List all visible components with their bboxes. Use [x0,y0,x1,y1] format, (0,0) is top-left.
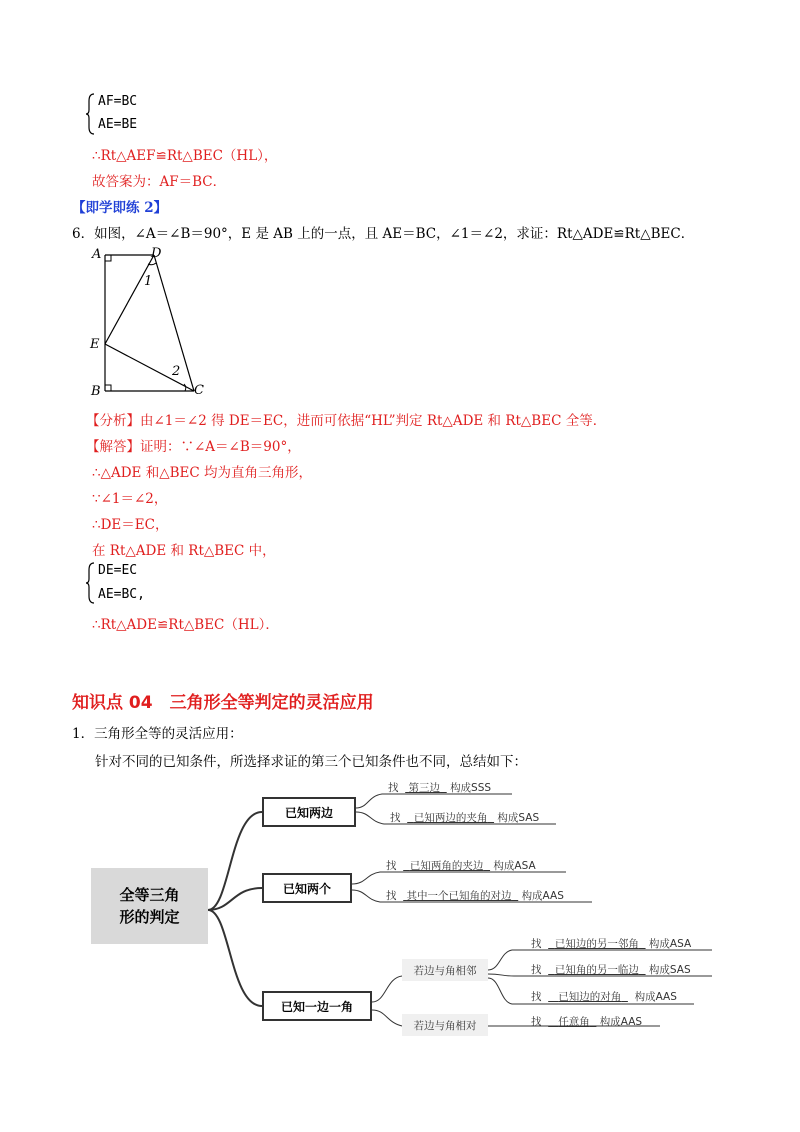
label-2: 2 [172,364,181,379]
mindmap-sub-adjacent: 若边与角相邻 [402,959,488,981]
angle2-arc-icon [184,384,186,391]
right-angle-b-icon [105,385,111,391]
prev-brace-line1: AF=BC [98,94,138,109]
mindmap-branch-two-sides: 已知两边 [262,797,356,827]
label-b: B [91,384,101,399]
mindmap-branch-two-angles: 已知两个 [262,873,352,903]
mindmap-root-line2: 形的判定 [119,908,180,926]
solution-conclusion: ∴Rt△ADE≌Rt△BEC（HL）． [92,617,279,633]
mindmap-branch-side-angle: 已知一边一角 [262,991,372,1021]
prev-brace-line2: AE=BE [98,117,138,132]
prev-answer: 故答案为：AF＝BC． [92,174,227,190]
geometry-figure [86,244,216,400]
mindmap-sub-opposite: 若边与角相对 [402,1014,488,1036]
label-1: 1 [144,274,153,289]
solution-brace-line1: DE=EC [98,563,138,578]
section-heading: 知识点 04 三角形全等判定的灵活应用 [72,693,374,713]
segment-ed [105,255,154,344]
label-d: D [151,246,162,261]
mindmap-leaf: 找 已知角的另一临边 构成SAS [531,964,691,976]
mindmap-leaf: 找 已知两边的夹角 构成SAS [390,812,540,824]
prev-conclusion: ∴Rt△AEF≌Rt△BEC（HL）， [92,148,278,164]
mindmap-root [91,868,208,944]
answer-line-3: ∵∠1＝∠2， [92,491,168,507]
label-c: C [194,383,204,398]
segment-ec [105,344,194,391]
answer-line-4: ∴DE＝EC， [92,517,169,533]
mindmap-leaf: 找 已知两角的夹边 构成ASA [386,860,536,872]
analysis-text: 【分析】由∠1＝∠2 得 DE＝EC，进而可依据“HL”判定 Rt△ADE 和 Rt△BEC 全等． [86,413,607,429]
right-angle-a-icon [105,255,111,261]
label-e: E [90,337,100,352]
mindmap-leaf: 找 已知边的另一邻角 构成ASA [531,938,692,950]
mindmap-root-line1: 全等三角 [119,886,180,904]
left-brace-icon [86,562,96,604]
mindmap-leaf: 找 第三边 构成SSS [388,782,492,794]
section-item1: 1．三角形全等的灵活应用： [72,726,243,742]
mindmap-leaf: 找 任意角 构成AAS [531,1016,643,1028]
answer-line-5: 在 Rt△ADE 和 Rt△BEC 中， [92,543,276,559]
answer-line-1: 【解答】证明：∵∠A＝∠B＝90°， [86,439,301,455]
section-intro: 针对不同的已知条件，所选择求证的第三个已知条件也不同，总结如下： [95,754,527,770]
mindmap-leaf: 找 已知边的对角 构成AAS [531,991,677,1003]
problem-text: 6．如图，∠A＝∠B＝90°，E 是 AB 上的一点，且 AE＝BC，∠1＝∠2，求证：Rt△ADE≌Rt△BEC． [72,226,695,242]
solution-brace-line2: AE=BC, [98,587,145,602]
label-a: A [92,247,102,262]
practice-title: 【即学即练 2】 [72,200,168,216]
mindmap-leaf: 找 其中一个已知角的对边 构成AAS [386,890,564,902]
answer-line-2: ∴△ADE 和△BEC 均为直角三角形， [92,465,312,481]
left-brace-icon [86,93,96,135]
